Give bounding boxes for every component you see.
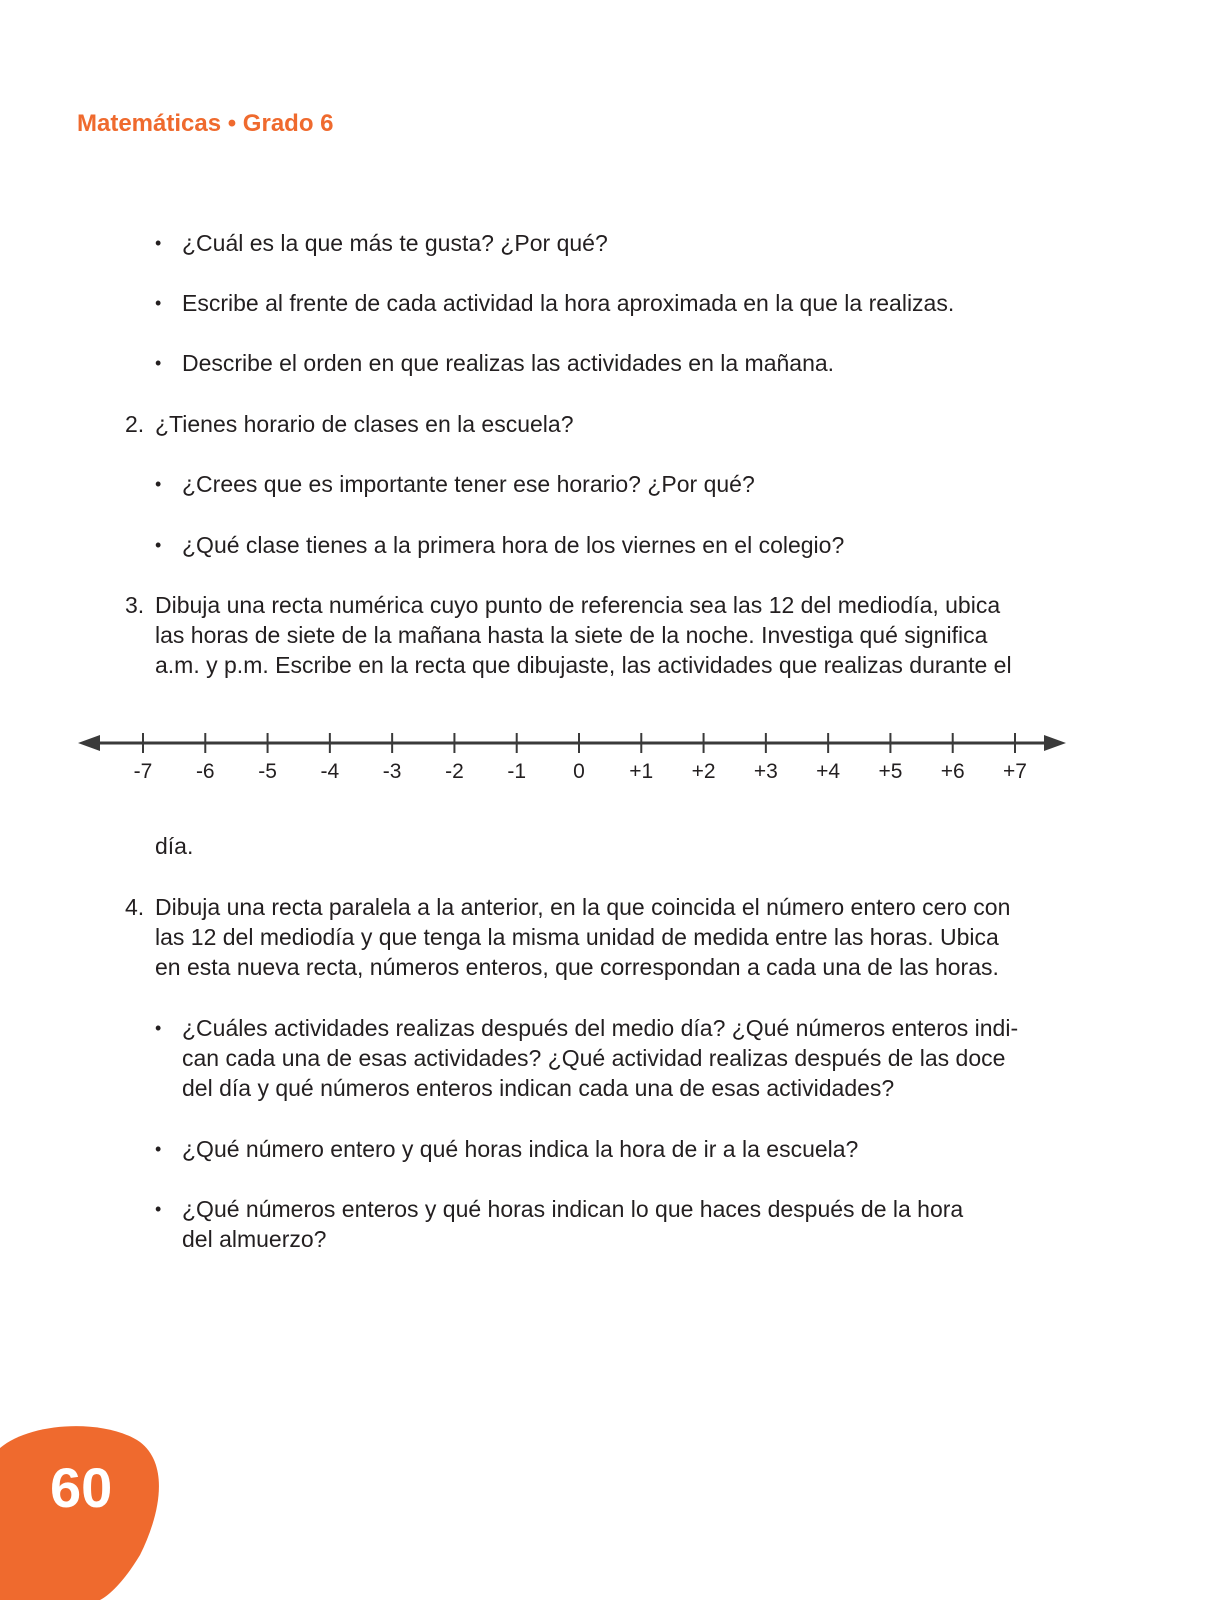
number-line-label: -4 [320,760,340,783]
bullet-line: del día y qué números enteros indican cada una de esas actividades? [182,1075,895,1101]
number-line-label: +5 [878,760,903,783]
bullet-line: • ¿Cuáles actividades realizas después del medio día? ¿Qué números enteros indi- [182,1015,1019,1041]
number-line-label: 0 [573,760,585,783]
number-line-label: +2 [691,760,716,783]
page-number: 60 [50,1456,113,1519]
number-line-label: -2 [445,760,464,783]
question-3 [125,590,1035,680]
bullet-line: • ¿Qué números enteros y qué horas indican lo que haces después de la hora [182,1196,964,1222]
bullet-line: del almuerzo? [182,1226,327,1252]
number-line-label: +6 [940,760,965,783]
bullet-item: • ¿Qué número entero y qué horas indica la hora de ir a la escuela? [182,1134,1034,1164]
bullet-item: • ¿Crees que es importante tener ese horario? ¿Por qué? [182,469,1034,499]
question-line: las 12 del mediodía y que tenga la misma unidad de medida entre las horas. Ubica [155,924,999,950]
question-3-continuation: día. [155,833,194,859]
bullet-item: • ¿Cuál es la que más te gusta? ¿Por qué? [182,228,1034,258]
number-line-label: -5 [258,760,277,783]
question-number: 2. [125,411,145,437]
question-line: Dibuja una recta numérica cuyo punto de referencia sea las 12 del mediodía, ubica [155,592,1001,618]
number-line-label: +4 [816,760,841,783]
question-number: 4. [125,894,145,920]
number-line-label: -1 [507,760,527,783]
number-line-label: +1 [629,760,654,783]
number-line-ticks [134,733,1027,783]
bullet-line: can cada una de esas actividades? ¿Qué actividad realizas después de las doce [182,1045,1006,1071]
question-line: Dibuja una recta paralela a la anterior, en la que coincida el número entero cero con [155,894,1011,920]
bullet-item: • Escribe al frente de cada actividad la hora aproximada en la que la realizas. [182,288,1034,318]
running-header: Matemáticas • Grado 6 [77,110,334,137]
number-line-label: +7 [1003,760,1027,783]
question-4 [125,892,1035,982]
question-number: 3. [125,592,145,618]
bullet-item [182,1013,1034,1103]
question-line: en esta nueva recta, números enteros, que correspondan a cada una de las horas. [155,954,999,980]
question-2 [125,409,1035,439]
question-line: a.m. y p.m. Escribe en la recta que dibujaste, las actividades que realizas durante el [155,652,1012,678]
bullet-item: • ¿Qué clase tienes a la primera hora de los viernes en el colegio? [182,530,1034,560]
question-text: ¿Tienes horario de clases en la escuela? [155,411,574,437]
bullet-item [182,1194,1034,1254]
number-line [0,725,1206,795]
number-line-label: -6 [195,760,215,783]
question-line: las horas de siete de la mañana hasta la siete de la noche. Investiga qué significa [155,622,988,648]
number-line-label: -7 [133,760,153,783]
right-arrow-icon [1044,735,1066,751]
number-line-label: +3 [753,760,778,783]
left-arrow-icon [78,735,100,751]
number-line-label: -3 [382,760,402,783]
bullet-item: • Describe el orden en que realizas las actividades en la mañana. [182,348,1034,378]
